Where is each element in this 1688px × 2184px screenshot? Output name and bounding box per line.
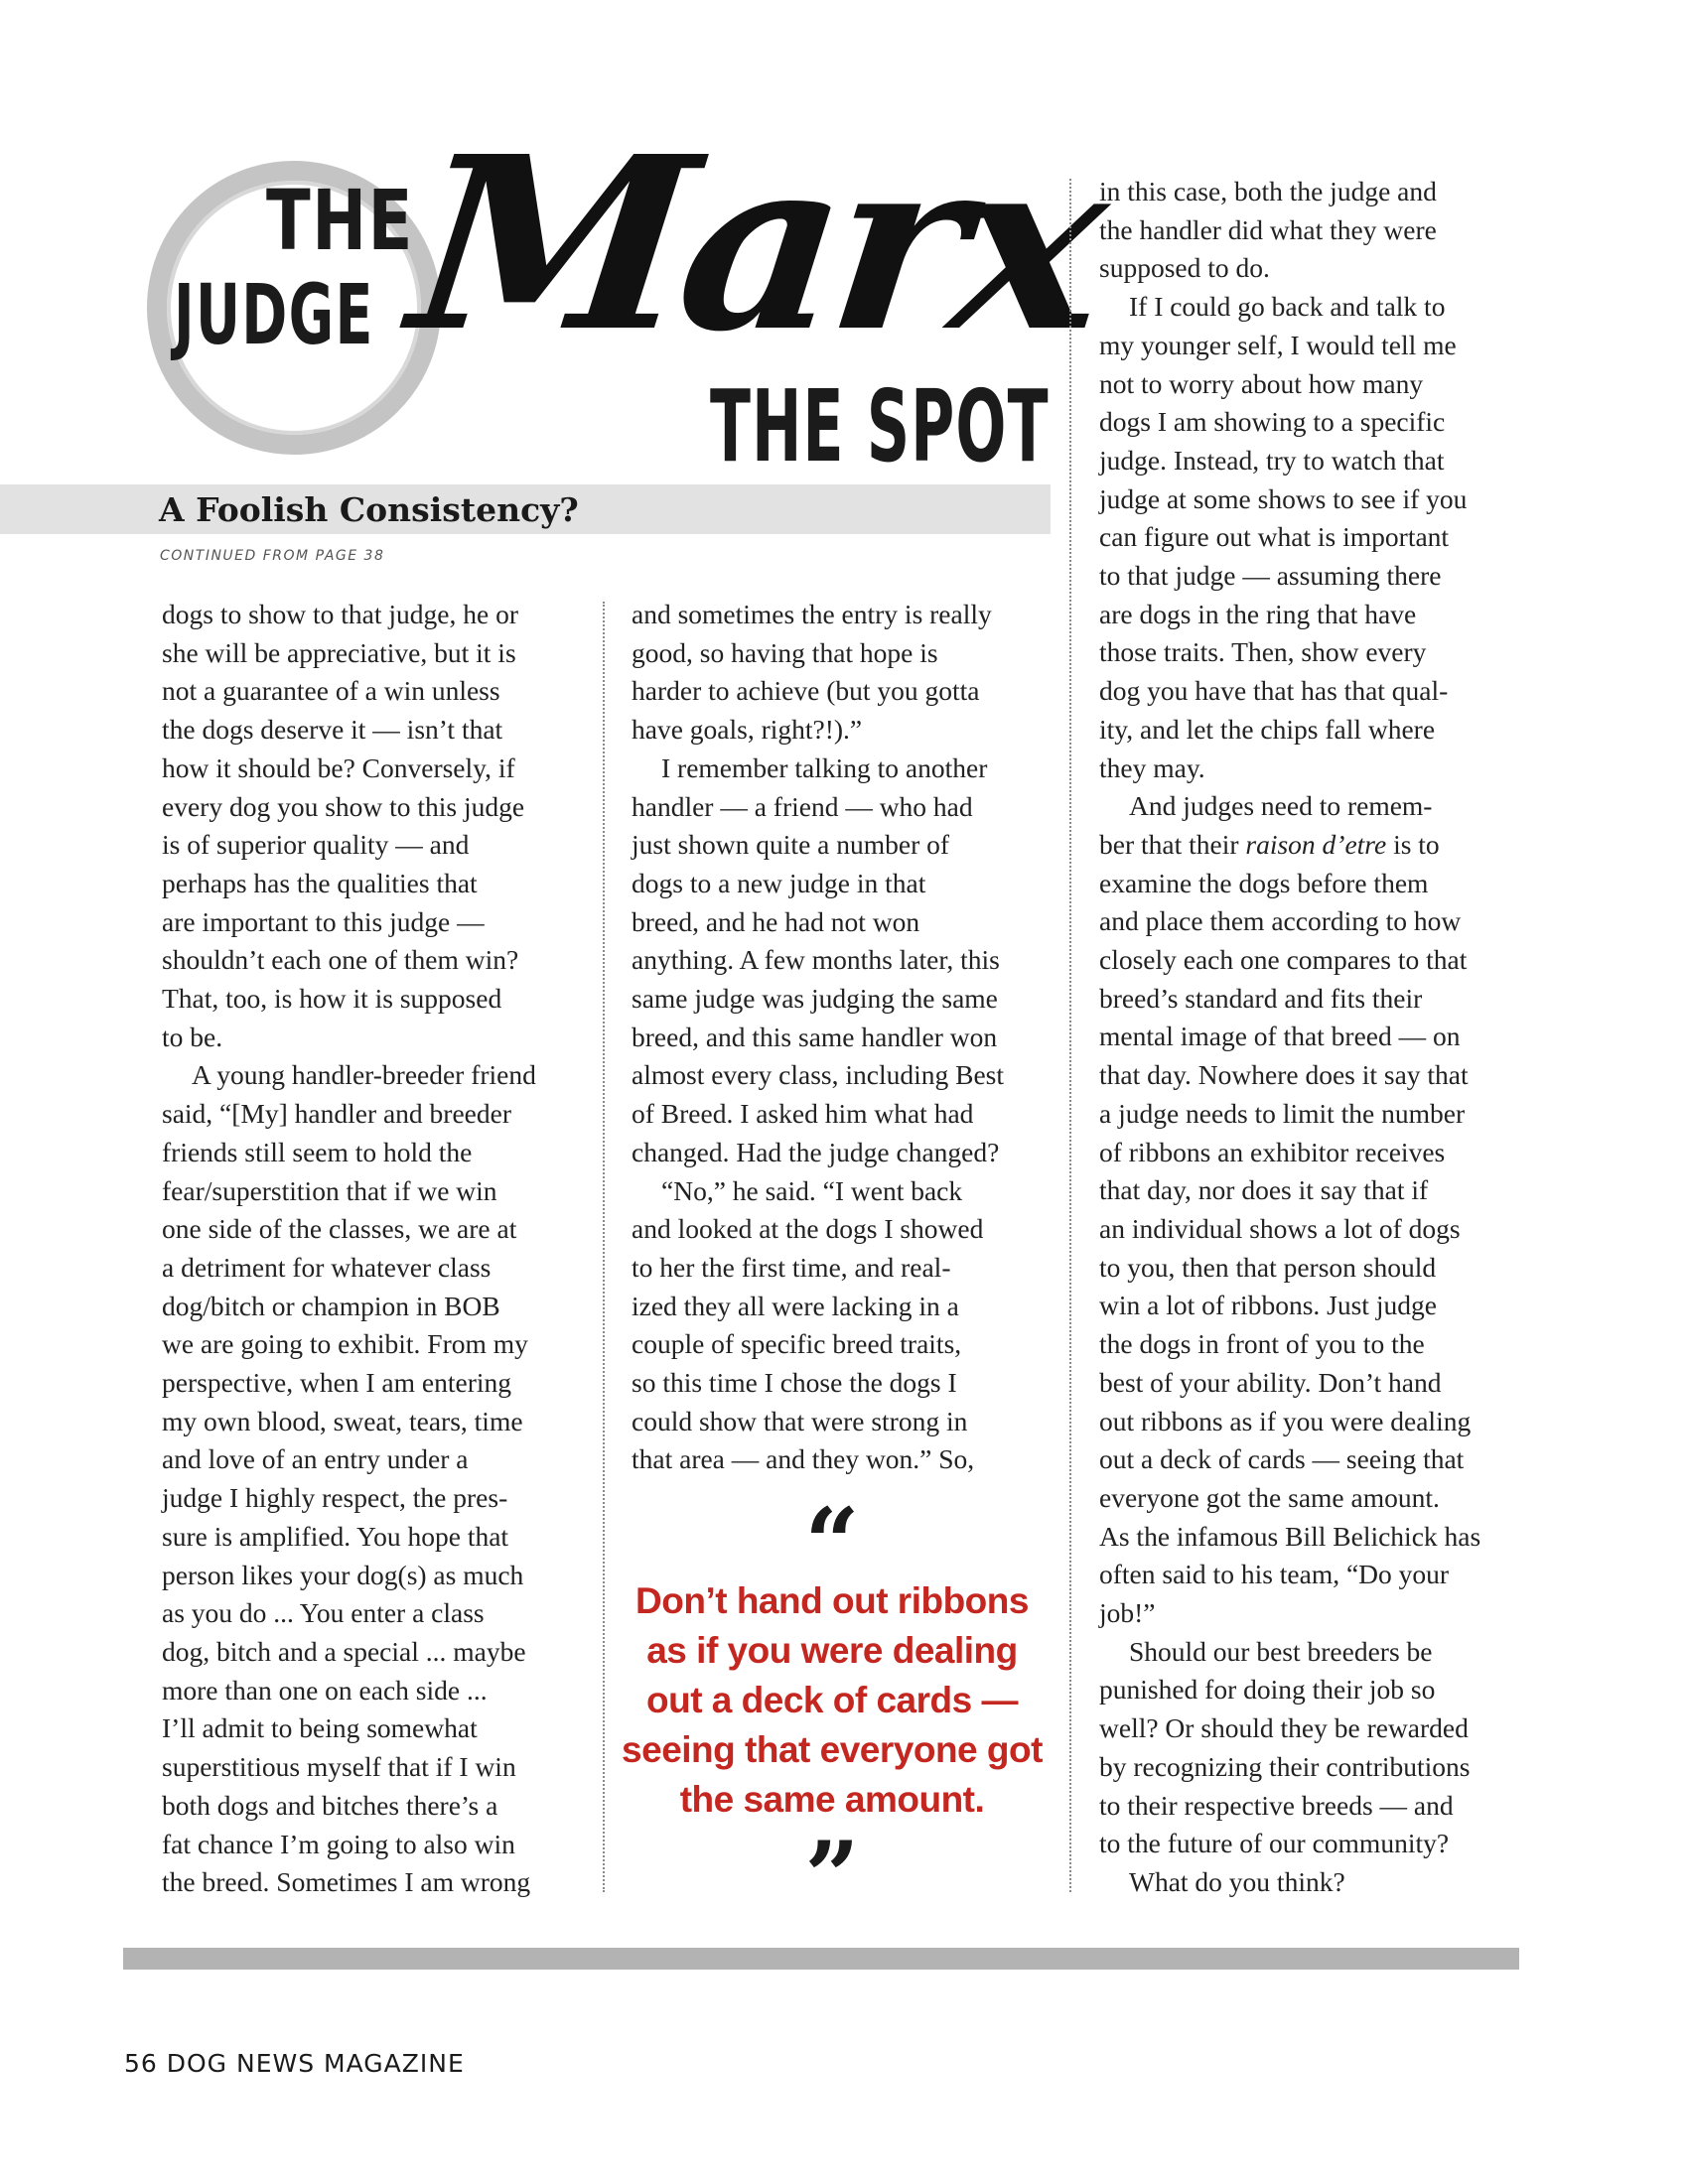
article-line: that day, nor does it say that if bbox=[1099, 1174, 1429, 1206]
article-line: both dogs and bitches there’s a bbox=[162, 1789, 498, 1821]
article-line: dogs I am showing to a specific bbox=[1099, 406, 1446, 438]
article-line: a judge needs to limit the number bbox=[1099, 1097, 1466, 1129]
article-line: my younger self, I would tell me bbox=[1099, 329, 1457, 360]
article-line: handler — a friend — who had bbox=[632, 790, 973, 822]
bottom-rule bbox=[123, 1948, 1519, 1970]
article-line: A young handler-breeder friend bbox=[192, 1059, 536, 1091]
article-line: friends still seem to hold the bbox=[162, 1136, 473, 1167]
article-line: examine the dogs before them bbox=[1099, 867, 1429, 898]
article-line: “No,” he said. “I went back bbox=[661, 1174, 963, 1206]
article-line: one side of the classes, we are at bbox=[162, 1213, 517, 1245]
article-line: to that judge — assuming there bbox=[1099, 560, 1442, 592]
article-line: those traits. Then, show every bbox=[1099, 636, 1427, 668]
article-line: to their respective breeds — and bbox=[1099, 1789, 1454, 1821]
article-line: everyone got the same amount. bbox=[1099, 1481, 1440, 1513]
article-line: dog, bitch and a special ... maybe bbox=[162, 1635, 526, 1667]
article-line: fat chance I’m going to also win bbox=[162, 1828, 515, 1859]
article-line: the handler did what they were bbox=[1099, 213, 1437, 245]
article-line: What do you think? bbox=[1129, 1865, 1345, 1897]
article-line: almost every class, including Best bbox=[632, 1059, 1004, 1091]
article-line: and looked at the dogs I showed bbox=[632, 1213, 984, 1245]
article-column-2 bbox=[632, 596, 1058, 1479]
column-divider-2 bbox=[1069, 179, 1071, 1892]
article-line: breed’s standard and fits their bbox=[1099, 982, 1423, 1014]
article-line: supposed to do. bbox=[1099, 252, 1270, 284]
article-line: often said to his team, “Do your bbox=[1099, 1559, 1450, 1590]
article-line: in this case, both the judge and bbox=[1099, 176, 1437, 206]
article-line: changed. Had the judge changed? bbox=[632, 1136, 1000, 1167]
article-line: not a guarantee of a win unless bbox=[162, 675, 500, 707]
article-line: shouldn’t each one of them win? bbox=[162, 944, 519, 976]
article-line: to her the first time, and real- bbox=[632, 1251, 951, 1283]
article-line: not to worry about how many bbox=[1099, 367, 1424, 399]
article-column-1 bbox=[162, 596, 589, 1902]
article-line: And judges need to remem- bbox=[1129, 790, 1433, 822]
article-line: closely each one compares to that bbox=[1099, 944, 1468, 976]
article-line: good, so having that hope is bbox=[632, 636, 938, 668]
page-folio: 56 DOG NEWS MAGAZINE bbox=[124, 2049, 465, 2078]
article-line: perspective, when I am entering bbox=[162, 1367, 512, 1399]
article-line: harder to achieve (but you gotta bbox=[632, 675, 980, 707]
article-line: well? Or should they be rewarded bbox=[1099, 1712, 1469, 1744]
article-line: Should our best breeders be bbox=[1129, 1635, 1433, 1667]
article-line: is of superior quality — and bbox=[162, 829, 470, 861]
column-divider-1 bbox=[603, 602, 605, 1892]
article-line: That, too, is how it is supposed bbox=[162, 983, 502, 1015]
article-line: to the future of our community? bbox=[1099, 1828, 1450, 1859]
open-quote-icon: “ bbox=[804, 1487, 860, 1599]
article-line: and place them according to how bbox=[1099, 905, 1462, 937]
article-line: just shown quite a number of bbox=[632, 829, 950, 861]
article-line: win a lot of ribbons. Just judge bbox=[1099, 1290, 1437, 1321]
article-line: and love of an entry under a bbox=[162, 1443, 469, 1475]
article-line: sure is amplified. You hope that bbox=[162, 1520, 509, 1552]
article-line: I remember talking to another bbox=[661, 751, 988, 783]
article-line: breed, and this same handler won bbox=[632, 1021, 998, 1052]
article-line: that area — and they won.” So, bbox=[632, 1443, 975, 1475]
article-line: could show that were strong in bbox=[632, 1405, 968, 1436]
pull-quote-text: Don’t hand out ribbons as if you were dealing out a deck of cards — seeing that everyone got the same amount. bbox=[622, 1580, 1043, 1820]
article-subhead: A Foolish Consistency? bbox=[159, 490, 579, 529]
article-line: as you do ... You enter a class bbox=[162, 1597, 485, 1629]
article-line: so this time I chose the dogs I bbox=[632, 1367, 957, 1399]
article-line: they may. bbox=[1099, 751, 1205, 783]
article-line: are important to this judge — bbox=[162, 905, 485, 937]
article-line: she will be appreciative, but it is bbox=[162, 636, 516, 668]
masthead-the-spot: THE SPOT bbox=[710, 368, 1050, 484]
article-line: by recognizing their contributions bbox=[1099, 1750, 1471, 1782]
article-line: I’ll admit to being somewhat bbox=[162, 1712, 478, 1744]
article-line: fear/superstition that if we win bbox=[162, 1174, 497, 1206]
article-line: dog/bitch or champion in BOB bbox=[162, 1290, 500, 1321]
article-line: can figure out what is important bbox=[1099, 521, 1450, 553]
article-line: same judge was judging the same bbox=[632, 983, 998, 1015]
article-line: ity, and let the chips fall where bbox=[1099, 713, 1436, 745]
article-line: have goals, right?!).” bbox=[632, 714, 863, 746]
article-line: the breed. Sometimes I am wrong bbox=[162, 1866, 531, 1898]
article-line: punished for doing their job so bbox=[1099, 1674, 1436, 1706]
article-line: how it should be? Conversely, if bbox=[162, 751, 515, 783]
close-quote-icon: ” bbox=[804, 1821, 860, 1933]
article-line: dogs to a new judge in that bbox=[632, 867, 926, 898]
article-line: ber that their raison d’etre is to bbox=[1099, 828, 1440, 860]
article-line: of Breed. I asked him what had bbox=[632, 1098, 974, 1130]
article-line: dog you have that has that qual- bbox=[1099, 675, 1449, 707]
article-line: of ribbons an exhibitor receives bbox=[1099, 1136, 1446, 1167]
article-line: judge. Instead, try to watch that bbox=[1099, 444, 1445, 476]
column-masthead bbox=[129, 104, 1110, 486]
continued-from-line: CONTINUED FROM PAGE 38 bbox=[160, 548, 385, 564]
article-line: an individual shows a lot of dogs bbox=[1099, 1212, 1461, 1244]
article-line: mental image of that breed — on bbox=[1099, 1021, 1461, 1052]
article-line: job!” bbox=[1099, 1597, 1156, 1629]
article-line: breed, and he had not won bbox=[632, 905, 920, 937]
article-line: judge at some shows to see if you bbox=[1099, 482, 1468, 514]
article-line: best of your ability. Don’t hand bbox=[1099, 1366, 1442, 1398]
masthead-the: THE bbox=[266, 172, 414, 269]
article-line: and sometimes the entry is really bbox=[632, 599, 992, 629]
pull-quote bbox=[614, 1487, 1051, 1933]
article-line: As the infamous Bill Belichick has bbox=[1099, 1520, 1481, 1552]
article-line: said, “[My] handler and breeder bbox=[162, 1098, 511, 1130]
article-line: every dog you show to this judge bbox=[162, 790, 525, 822]
article-line: to you, then that person should bbox=[1099, 1251, 1437, 1283]
article-line: dogs to show to that judge, he or bbox=[162, 599, 518, 629]
masthead-marx: Marx bbox=[400, 104, 1110, 384]
article-line: out ribbons as if you were dealing bbox=[1099, 1405, 1472, 1436]
article-line: are dogs in the ring that have bbox=[1099, 598, 1417, 629]
article-line: out a deck of cards — seeing that bbox=[1099, 1443, 1465, 1475]
article-line: If I could go back and talk to bbox=[1129, 291, 1446, 323]
article-line: the dogs in front of you to the bbox=[1099, 1328, 1425, 1360]
article-line: to be. bbox=[162, 1021, 223, 1052]
article-line: a detriment for whatever class bbox=[162, 1251, 492, 1283]
article-line: person likes your dog(s) as much bbox=[162, 1559, 524, 1590]
article-line: we are going to exhibit. From my bbox=[162, 1328, 528, 1360]
article-line: perhaps has the qualities that bbox=[162, 867, 478, 898]
article-line: the dogs deserve it — isn’t that bbox=[162, 714, 503, 746]
article-line: couple of specific breed traits, bbox=[632, 1328, 962, 1360]
article-line: superstitious myself that if I win bbox=[162, 1751, 516, 1783]
article-line: anything. A few months later, this bbox=[632, 944, 1000, 976]
article-line: more than one on each side ... bbox=[162, 1674, 488, 1706]
article-line: that day. Nowhere does it say that bbox=[1099, 1059, 1469, 1091]
article-line: ized they all were lacking in a bbox=[632, 1290, 959, 1321]
article-line: judge I highly respect, the pres- bbox=[162, 1482, 508, 1514]
masthead-judge: JUDGE bbox=[174, 266, 374, 363]
article-line: my own blood, sweat, tears, time bbox=[162, 1405, 523, 1436]
article-column-3 bbox=[1099, 173, 1536, 1902]
